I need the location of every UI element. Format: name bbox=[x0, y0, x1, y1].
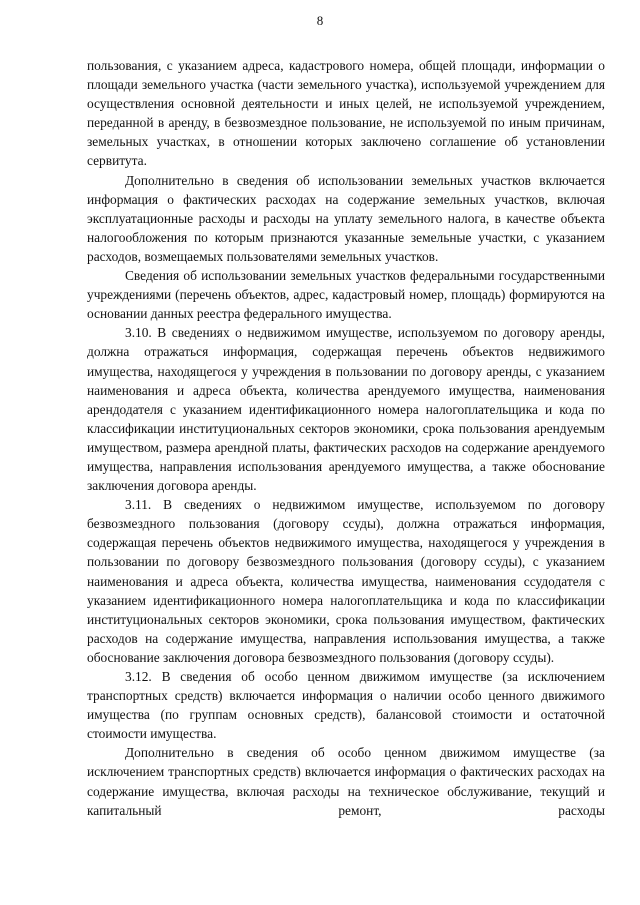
paragraph-movable-expenses: Дополнительно в сведения об особо ценном движимом имуществе (за исключением транспортных средств) включается информация о фактических расходах на содержание имущества, включая расходы на техническое обслуживание, текущий и капитальный ремонт, расходы bbox=[87, 745, 605, 818]
paragraph-3-10: 3.10. В сведениях о недвижимом имуществе, используемом по договору аренды, должна отражаться информация, содержащая перечень объектов недвижимого имущества, находящегося у учреждения в пользовании по договору аренды, с указанием наименования и адреса объекта, количества арендуемого имущества, наименования арендодателя с указанием идентификационного номера налогоплательщика и кода по классификации институциональных секторов экономики, срока пользования арендуемым имуществом, размера арендной платы, фактических расходов на содержание арендуемого имущества, направления использования арендуемого имущества, а также обоснование заключения договора аренды. bbox=[87, 325, 605, 494]
paragraph-3-12: 3.12. В сведения об особо ценном движимом имуществе (за исключением транспортных средств) включается информация о наличии особо ценного движимого имущества (по группам основных средств), балансовой стоимости и остаточной стоимости имущества. bbox=[87, 669, 605, 742]
paragraph-land-federal: Сведения об использовании земельных участков федеральными государственными учреждениями (перечень объектов, адрес, кадастровый номер, площадь) формируются на основании данных реестра федерального имущества. bbox=[87, 268, 605, 322]
document-body bbox=[87, 56, 605, 820]
paragraph-continuation: пользования, с указанием адреса, кадастрового номера, общей площади, информации о площади земельного участка (части земельного участка), используемой учреждением для осуществления основной деятельности и иных целей, не используемой учреждением, переданной в аренду, в безвозмездное пользование, не используемой по иным причинам, земельных участках, в отношении которых заключено соглашение об установлении сервитута. bbox=[87, 58, 605, 169]
paragraph-land-expenses: Дополнительно в сведения об использовании земельных участков включается информация о фактических расходах на содержание земельных участков, включая эксплуатационные расходы и расходы на уплату земельного налога, в качестве объекта налогообложения по которым признаются указанные земельные участки, с указанием расходов, возмещаемых пользователями земельных участков. bbox=[87, 172, 605, 264]
page-number: 8 bbox=[316, 13, 324, 28]
paragraph-3-11: 3.11. В сведениях о недвижимом имуществе, используемом по договору безвозмездного пользования (договору ссуды), должна отражаться информация, содержащая перечень объектов недвижимого имущества, находящегося у учреждения в пользовании по договору безвозмездного пользования (договору ссуды), с указанием наименования и адреса объекта, количества имущества, наименования ссудодателя с указанием идентификационного номера налогоплательщика и кода по классификации институциональных секторов экономики, срока пользования имуществом, фактических расходов на содержание имущества, направления использования имущества, а также обоснование заключения договора безвозмездного пользования (договору ссуды). bbox=[87, 497, 605, 665]
